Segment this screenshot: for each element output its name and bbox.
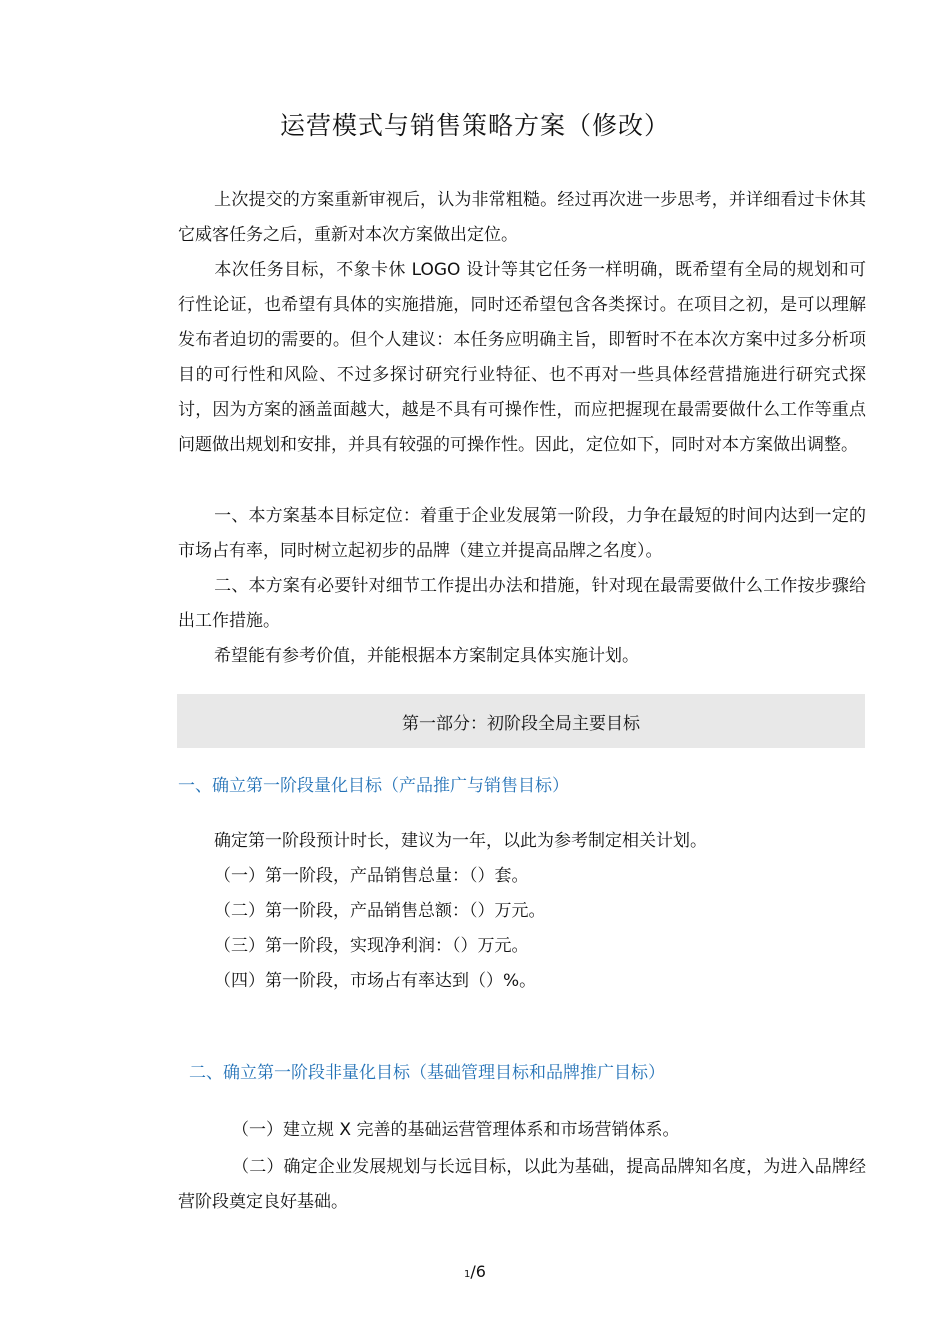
section2-item-2-text: （二）确定企业发展规划与长远目标，以此为基础，提高品牌知名度，为进入品牌经营阶段奠定良好基础。 (178, 1157, 866, 1212)
intro-paragraph-2 (178, 253, 866, 463)
page-number (0, 1262, 950, 1281)
section1-item-3: （三）第一阶段，实现净利润：（）万元。 (214, 936, 529, 956)
intro-paragraph-2-text: 本次任务目标，不象卡休 LOGO 设计等其它任务一样明确，既希望有全局的规划和可行性论证，也希望有具体的实施措施，同时还希望包含各类探讨。在项目之初，是可以理解发布者迫切的需要的。但个人建议：本任务应明确主旨，即暂时不在本次方案中过多分析项目的可行性和风险、不过多探讨研究行业特征、也不再对一些具体经营措施进行研究式探讨，因为方案的涵盖面越大，越是不具有可操作性，而应把握现在最需要做什么工作等重点问题做出规划和安排，并具有较强的可操作性。因此，定位如下，同时对本方案做出调整。 (178, 260, 866, 455)
section1-item-1: （一）第一阶段，产品销售总量：（）套。 (214, 866, 529, 886)
intro-paragraph-4-text: 二、本方案有必要针对细节工作提出办法和措施，针对现在最需要做什么工作按步骤给出工作措施。 (178, 576, 866, 631)
section2-item-2 (178, 1150, 866, 1220)
document-title: 运营模式与销售策略方案（修改） (279, 111, 670, 140)
intro-paragraph-3-text: 一、本方案基本目标定位：着重于企业发展第一阶段，力争在最短的时间内达到一定的市场占有率，同时树立起初步的品牌（建立并提高品牌之名度）。 (178, 506, 866, 561)
intro-paragraph-4 (178, 569, 866, 639)
section2-item-1: （一）建立规 X 完善的基础运营管理体系和市场营销体系。 (232, 1120, 680, 1140)
intro-paragraph-5-text: 希望能有参考价值，并能根据本方案制定具体实施计划。 (214, 646, 639, 666)
section-band-label: 第一部分：初阶段全局主要目标 (402, 713, 640, 734)
intro-paragraph-3 (178, 499, 866, 569)
intro-paragraph-5 (178, 639, 866, 674)
section1-item-2: （二）第一阶段，产品销售总额：（）万元。 (214, 901, 546, 921)
section-band-part-one (177, 694, 865, 748)
section1-item-4: （四）第一阶段，市场占有率达到（）%。 (214, 971, 537, 991)
intro-paragraph-1-text: 上次提交的方案重新审视后，认为非常粗糙。经过再次进一步思考，并详细看过卡休其它威客任务之后，重新对本次方案做出定位。 (178, 190, 866, 245)
section1-heading: 一、确立第一阶段量化目标（产品推广与销售目标） (178, 776, 569, 796)
section1-lead: 确定第一阶段预计时长，建议为一年，以此为参考制定相关计划。 (214, 831, 707, 851)
page-number-current: 1 (464, 1269, 471, 1280)
intro-paragraph-1 (178, 183, 866, 253)
page-number-total: /6 (470, 1262, 486, 1281)
section2-heading: 二、确立第一阶段非量化目标（基础管理目标和品牌推广目标） (189, 1063, 665, 1083)
